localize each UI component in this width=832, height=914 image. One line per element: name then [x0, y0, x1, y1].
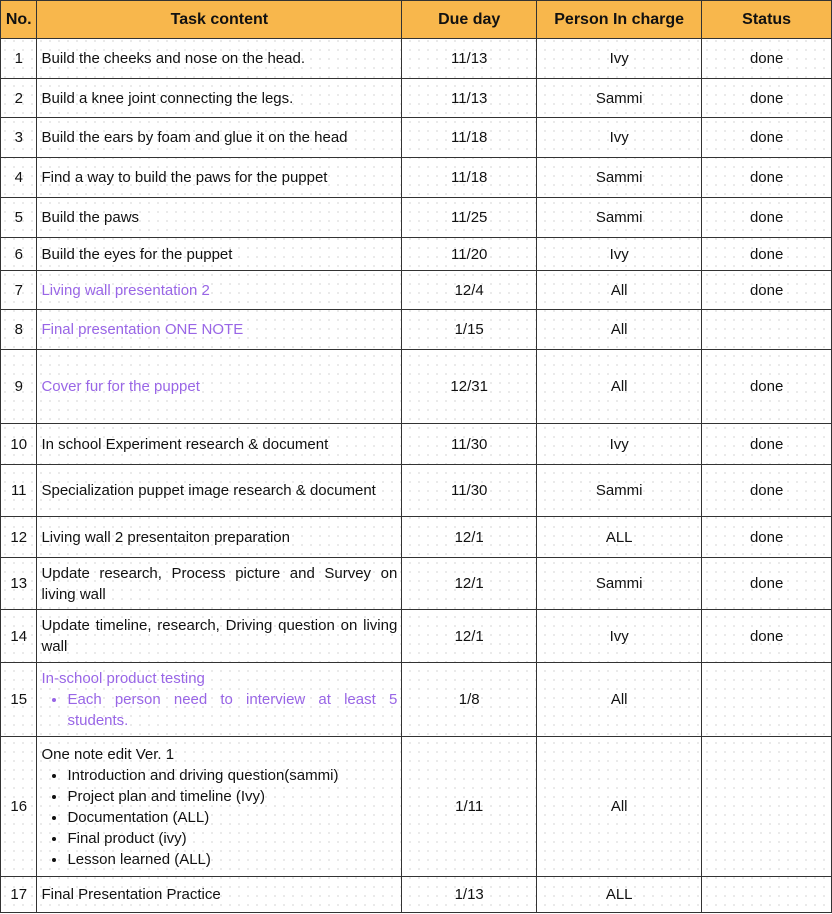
- bullet-item: • Final product (ivy): [67, 828, 397, 849]
- bullet-item: • Project plan and timeline (Ivy): [67, 786, 397, 807]
- cell-status: done: [702, 118, 832, 158]
- table-row: [1, 465, 832, 517]
- cell-person: ALL: [537, 517, 702, 558]
- cell-status: done: [702, 517, 832, 558]
- cell-status: done: [702, 238, 832, 271]
- header-task: Task content: [37, 1, 402, 39]
- table-row: [1, 424, 832, 465]
- cell-due: 1/8: [402, 663, 537, 737]
- cell-no: 2: [1, 79, 37, 118]
- cell-status: done: [702, 350, 832, 424]
- cell-person: Ivy: [537, 39, 702, 79]
- cell-no: 17: [1, 877, 37, 913]
- cell-due: 11/30: [402, 465, 537, 517]
- header-due: Due day: [402, 1, 537, 39]
- cell-person: All: [537, 350, 702, 424]
- header-person: Person In charge: [537, 1, 702, 39]
- cell-due: 11/25: [402, 198, 537, 238]
- cell-task: Build a knee joint connecting the legs.: [37, 79, 402, 118]
- cell-person: Ivy: [537, 238, 702, 271]
- cell-status: done: [702, 424, 832, 465]
- task-heading: One note edit Ver. 1: [41, 745, 175, 763]
- cell-due: 1/11: [402, 737, 537, 877]
- task-bullet-list: [41, 689, 397, 731]
- table-row: [1, 310, 832, 350]
- table-row: [1, 271, 832, 310]
- table-row: [1, 198, 832, 238]
- cell-due: 11/18: [402, 118, 537, 158]
- table-row: [1, 118, 832, 158]
- cell-no: 11: [1, 465, 37, 517]
- cell-person: Sammi: [537, 465, 702, 517]
- cell-task: Update timeline, research, Driving question on living wall: [37, 610, 402, 663]
- table-row: [1, 877, 832, 913]
- cell-no: 10: [1, 424, 37, 465]
- task-bullet-list: [41, 765, 397, 870]
- cell-task: Build the paws: [37, 198, 402, 238]
- cell-task: Cover fur for the puppet: [37, 350, 402, 424]
- cell-due: 11/13: [402, 79, 537, 118]
- header-status: Status: [702, 1, 832, 39]
- table-row: [1, 610, 832, 663]
- cell-person: All: [537, 271, 702, 310]
- header-row: [1, 1, 832, 39]
- cell-due: 11/30: [402, 424, 537, 465]
- cell-person: ALL: [537, 877, 702, 913]
- cell-no: 12: [1, 517, 37, 558]
- cell-no: 9: [1, 350, 37, 424]
- table-row: [1, 39, 832, 79]
- cell-task: Living wall 2 presentaiton preparation: [37, 517, 402, 558]
- cell-due: 12/4: [402, 271, 537, 310]
- cell-person: Sammi: [537, 198, 702, 238]
- cell-person: All: [537, 310, 702, 350]
- cell-status: [702, 737, 832, 877]
- cell-status: done: [702, 79, 832, 118]
- bullet-item: • Lesson learned (ALL): [67, 849, 397, 870]
- table-row: [1, 558, 832, 610]
- cell-person: Ivy: [537, 118, 702, 158]
- cell-due: 1/13: [402, 877, 537, 913]
- cell-task: Build the cheeks and nose on the head.: [37, 39, 402, 79]
- cell-status: done: [702, 271, 832, 310]
- cell-status: done: [702, 158, 832, 198]
- cell-due: 11/20: [402, 238, 537, 271]
- cell-task: Find a way to build the paws for the puppet: [37, 158, 402, 198]
- cell-no: 1: [1, 39, 37, 79]
- cell-no: 5: [1, 198, 37, 238]
- cell-task: [37, 737, 402, 877]
- cell-task: Final presentation ONE NOTE: [37, 310, 402, 350]
- table-row: [1, 350, 832, 424]
- cell-due: 12/1: [402, 517, 537, 558]
- cell-no: 4: [1, 158, 37, 198]
- cell-person: Ivy: [537, 424, 702, 465]
- table-row: [1, 238, 832, 271]
- cell-no: 15: [1, 663, 37, 737]
- header-no: No.: [1, 1, 37, 39]
- table-row: [1, 517, 832, 558]
- cell-person: Ivy: [537, 610, 702, 663]
- cell-task: Update research, Process picture and Survey on living wall: [37, 558, 402, 610]
- cell-no: 16: [1, 737, 37, 877]
- cell-person: All: [537, 737, 702, 877]
- cell-no: 6: [1, 238, 37, 271]
- cell-person: Sammi: [537, 558, 702, 610]
- cell-person: All: [537, 663, 702, 737]
- cell-due: 12/1: [402, 610, 537, 663]
- bullet-item: • Introduction and driving question(sammi): [67, 765, 397, 786]
- cell-due: 12/1: [402, 558, 537, 610]
- cell-status: [702, 877, 832, 913]
- cell-due: 12/31: [402, 350, 537, 424]
- table-row: [1, 79, 832, 118]
- cell-task: Living wall presentation 2: [37, 271, 402, 310]
- cell-due: 11/18: [402, 158, 537, 198]
- cell-due: 11/13: [402, 39, 537, 79]
- cell-task: Build the ears by foam and glue it on the head: [37, 118, 402, 158]
- cell-task: Specialization puppet image research & document: [37, 465, 402, 517]
- cell-status: done: [702, 39, 832, 79]
- cell-task: [37, 663, 402, 737]
- cell-status: [702, 310, 832, 350]
- table-row: [1, 663, 832, 737]
- cell-no: 3: [1, 118, 37, 158]
- cell-no: 8: [1, 310, 37, 350]
- cell-person: Sammi: [537, 79, 702, 118]
- cell-status: done: [702, 465, 832, 517]
- task-heading: In-school product testing: [41, 670, 205, 687]
- cell-person: Sammi: [537, 158, 702, 198]
- cell-due: 1/15: [402, 310, 537, 350]
- cell-no: 14: [1, 610, 37, 663]
- cell-task: Build the eyes for the puppet: [37, 238, 402, 271]
- table-row: [1, 158, 832, 198]
- cell-task: Final Presentation Practice: [37, 877, 402, 913]
- table-row: [1, 737, 832, 877]
- cell-no: 7: [1, 271, 37, 310]
- cell-status: done: [702, 558, 832, 610]
- cell-status: done: [702, 610, 832, 663]
- bullet-item: • Documentation (ALL): [67, 807, 397, 828]
- cell-task: In school Experiment research & document: [37, 424, 402, 465]
- cell-status: done: [702, 198, 832, 238]
- cell-no: 13: [1, 558, 37, 610]
- bullet-item: • Each person need to interview at least 5 students.: [67, 689, 397, 731]
- cell-status: [702, 663, 832, 737]
